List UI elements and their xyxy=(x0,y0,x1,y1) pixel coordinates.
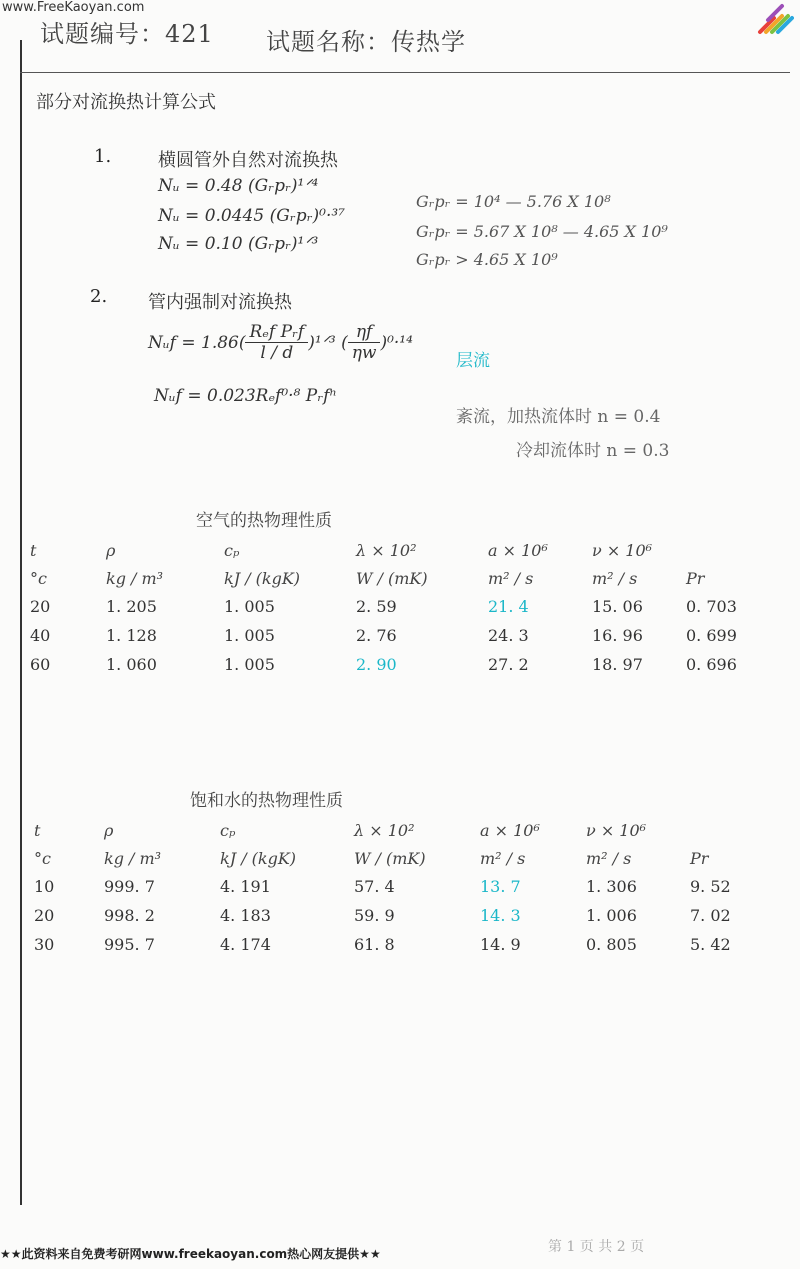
table-cell: 9. 52 xyxy=(690,877,731,896)
air-unit-a: m² / s xyxy=(488,568,534,588)
table-row xyxy=(34,872,774,901)
footer-banner[interactable]: ★★此资料来自免费考研网www.freekaoyan.com热心网友提供★★ xyxy=(0,1247,381,1261)
table-cell: 1. 005 xyxy=(224,626,275,645)
turbulent-heating-note: 紊流，加热流体时 n = 0.4 xyxy=(456,407,661,427)
water-properties-table xyxy=(34,816,774,959)
table-cell: 10 xyxy=(34,877,55,896)
table-cell: 21. 4 xyxy=(488,597,529,616)
table-row xyxy=(34,930,774,959)
table-cell: 1. 005 xyxy=(224,597,275,616)
table-cell: 14. 9 xyxy=(480,935,521,954)
air-unit-pr: Pr xyxy=(686,568,705,588)
water-header-t: t xyxy=(34,820,41,840)
page-number: 第 1 页 共 2 页 xyxy=(548,1239,645,1255)
water-unit-cp: kJ / (kgK) xyxy=(220,848,297,868)
fraction-re-pr xyxy=(245,322,308,363)
table-cell: 2. 76 xyxy=(356,626,397,645)
formula-2a-lhs: Nᵤf = 1.86( xyxy=(148,332,246,353)
site-logo-icon xyxy=(754,2,794,36)
table-cell: 998. 2 xyxy=(104,906,155,925)
formula-2a xyxy=(148,322,413,363)
table-row xyxy=(30,621,770,650)
table-cell: 16. 96 xyxy=(592,626,643,645)
air-header-t: t xyxy=(30,540,37,560)
fraction-eta-den: ηw xyxy=(351,343,377,363)
turbulent-cooling-note: 冷却流体时 n = 0.3 xyxy=(516,441,670,461)
air-header-cp: cₚ xyxy=(224,540,240,560)
fraction-eta xyxy=(348,322,381,363)
water-header-rho: ρ xyxy=(104,820,114,840)
table-cell: 995. 7 xyxy=(104,935,155,954)
air-unit-rho: kg / m³ xyxy=(106,568,164,588)
table-cell: 57. 4 xyxy=(354,877,395,896)
water-unit-nu: m² / s xyxy=(586,848,632,868)
table-cell: 4. 191 xyxy=(220,877,271,896)
water-unit-pr: Pr xyxy=(690,848,709,868)
formula-1a: Nᵤ = 0.48 (Gᵣpᵣ)¹ᐟ⁴ xyxy=(158,176,319,196)
range-1c: Gᵣpᵣ > 4.65 X 10⁹ xyxy=(416,250,558,269)
table-cell: 0. 699 xyxy=(686,626,737,645)
table-cell: 4. 174 xyxy=(220,935,271,954)
table-cell: 1. 060 xyxy=(106,655,157,674)
table-cell: 5. 42 xyxy=(690,935,731,954)
water-unit-rho: kg / m³ xyxy=(104,848,162,868)
air-header-nu: ν × 10⁶ xyxy=(592,540,653,560)
section1-title: 横圆管外自然对流换热 xyxy=(158,150,338,171)
fraction-eta-num: ηf xyxy=(348,322,381,343)
air-header-lambda: λ × 10² xyxy=(356,540,417,560)
table-cell: 2. 59 xyxy=(356,597,397,616)
range-1b: Gᵣpᵣ = 5.67 X 10⁸ — 4.65 X 10⁹ xyxy=(416,222,668,241)
laminar-label: 层流 xyxy=(456,351,490,371)
water-header-lambda: λ × 10² xyxy=(354,820,415,840)
site-url[interactable]: www.FreeKaoyan.com xyxy=(2,0,145,15)
water-table-header-top xyxy=(34,816,774,844)
air-unit-nu: m² / s xyxy=(592,568,638,588)
table-cell: 999. 7 xyxy=(104,877,155,896)
fraction-re-pr-den: l / d xyxy=(260,343,294,363)
table-row xyxy=(30,592,770,621)
formula-2a-tail: )⁰·¹⁴ xyxy=(380,332,413,353)
water-table-title: 饱和水的热物理性质 xyxy=(190,791,343,811)
air-table-header-top xyxy=(30,536,770,564)
water-unit-t: °c xyxy=(34,848,51,868)
table-cell: 0. 703 xyxy=(686,597,737,616)
air-table-title: 空气的热物理性质 xyxy=(196,511,332,531)
table-row xyxy=(34,901,774,930)
table-cell: 1. 306 xyxy=(586,877,637,896)
left-border xyxy=(20,40,22,1205)
water-header-nu: ν × 10⁶ xyxy=(586,820,647,840)
header-divider xyxy=(20,72,790,73)
table-cell: 30 xyxy=(34,935,55,954)
table-cell: 7. 02 xyxy=(690,906,731,925)
table-cell: 13. 7 xyxy=(480,877,521,896)
air-unit-t: °c xyxy=(30,568,47,588)
table-cell: 20 xyxy=(30,597,51,616)
formula-1c: Nᵤ = 0.10 (Gᵣpᵣ)¹ᐟ³ xyxy=(158,234,319,254)
air-header-blank xyxy=(686,536,770,564)
table-row xyxy=(30,650,770,679)
section1-number: 1. xyxy=(94,146,112,167)
table-cell: 15. 06 xyxy=(592,597,643,616)
table-cell: 14. 3 xyxy=(480,906,521,925)
section2-title: 管内强制对流换热 xyxy=(148,292,292,313)
formula-1b: Nᵤ = 0.0445 (Gᵣpᵣ)⁰·³⁷ xyxy=(158,206,345,226)
formula-2b: Nᵤf = 0.023Rₑf⁰·⁸ Pᵣfⁿ xyxy=(154,386,337,406)
air-header-rho: ρ xyxy=(106,540,116,560)
section2-number: 2. xyxy=(90,286,108,307)
water-unit-a: m² / s xyxy=(480,848,526,868)
air-table-header-units xyxy=(30,564,770,592)
table-cell: 4. 183 xyxy=(220,906,271,925)
table-cell: 0. 805 xyxy=(586,935,637,954)
table-cell: 24. 3 xyxy=(488,626,529,645)
section-title: 部分对流换热计算公式 xyxy=(36,92,216,113)
air-unit-lambda: W / (mK) xyxy=(356,568,428,588)
range-1a: Gᵣpᵣ = 10⁴ — 5.76 X 10⁸ xyxy=(416,192,611,211)
exam-code: 试题编号：421 xyxy=(40,20,214,48)
table-cell: 1. 128 xyxy=(106,626,157,645)
exam-name: 试题名称：传热学 xyxy=(266,28,466,56)
table-cell: 0. 696 xyxy=(686,655,737,674)
water-header-blank xyxy=(690,816,774,844)
formula-2a-mid: )¹ᐟ³ ( xyxy=(308,332,348,353)
table-cell: 61. 8 xyxy=(354,935,395,954)
water-header-a: a × 10⁶ xyxy=(480,820,540,840)
table-cell: 18. 97 xyxy=(592,655,643,674)
table-cell: 40 xyxy=(30,626,51,645)
table-cell: 59. 9 xyxy=(354,906,395,925)
air-properties-table xyxy=(30,536,770,679)
table-cell: 27. 2 xyxy=(488,655,529,674)
water-header-cp: cₚ xyxy=(220,820,236,840)
air-header-a: a × 10⁶ xyxy=(488,540,548,560)
table-cell: 1. 005 xyxy=(224,655,275,674)
air-unit-cp: kJ / (kgK) xyxy=(224,568,301,588)
table-cell: 1. 006 xyxy=(586,906,637,925)
water-table-header-units xyxy=(34,844,774,872)
table-cell: 1. 205 xyxy=(106,597,157,616)
table-cell: 20 xyxy=(34,906,55,925)
fraction-re-pr-num: Rₑf Pᵣf xyxy=(245,322,308,343)
table-cell: 2. 90 xyxy=(356,655,397,674)
table-cell: 60 xyxy=(30,655,51,674)
water-unit-lambda: W / (mK) xyxy=(354,848,426,868)
